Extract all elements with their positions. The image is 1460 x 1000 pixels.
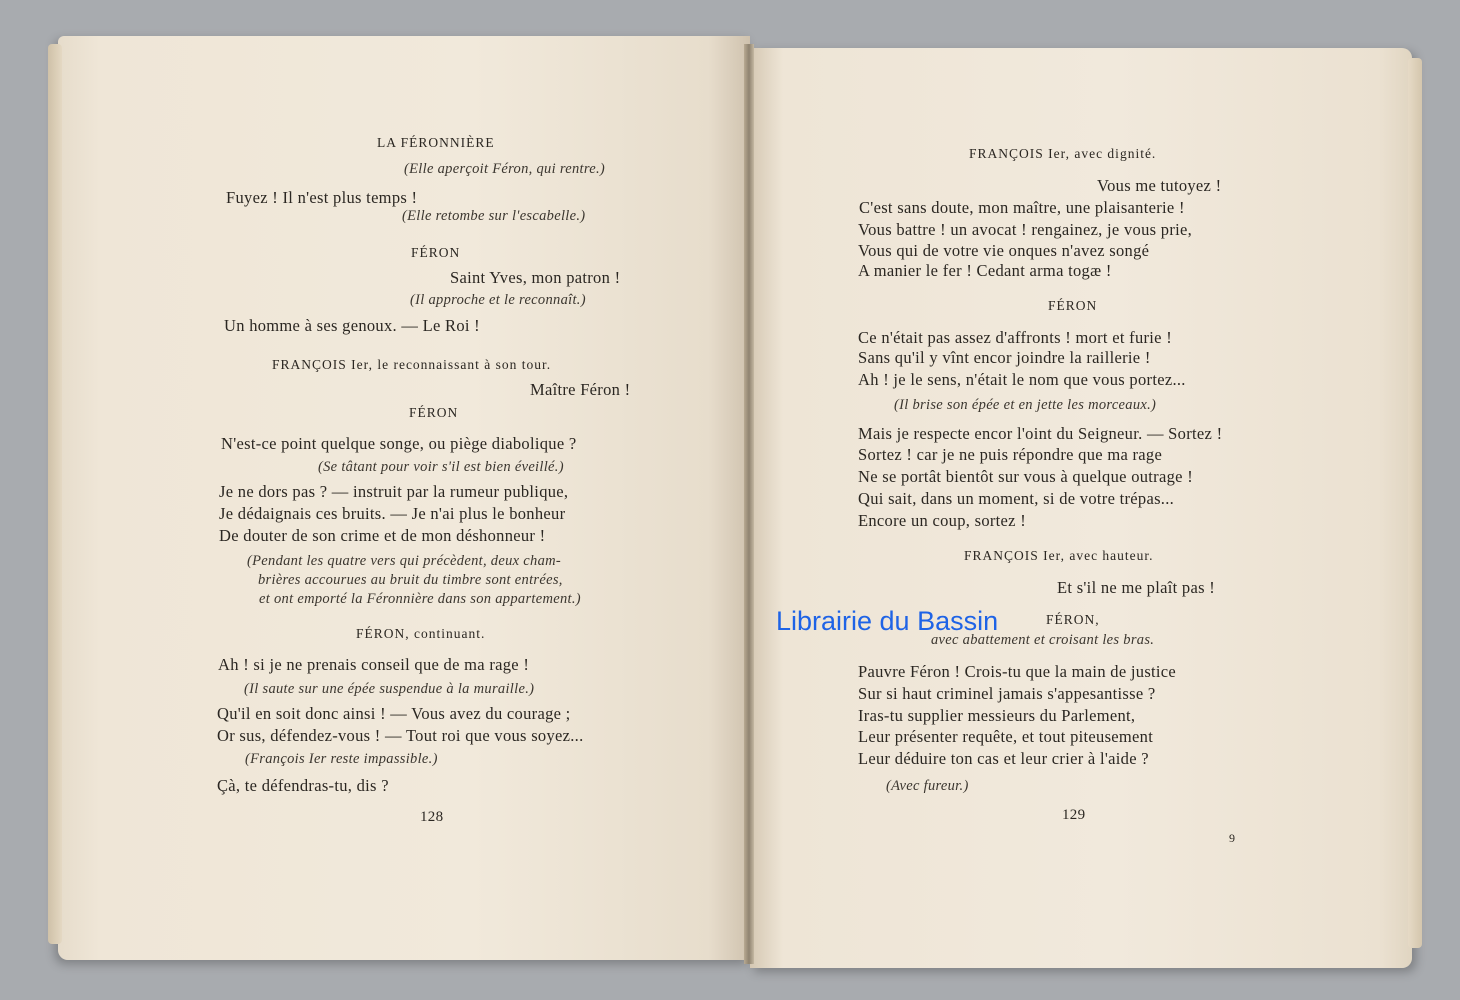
- page-number: 128: [420, 809, 444, 825]
- speaker-feron: FÉRON, continuant.: [356, 626, 486, 641]
- verse-line: Or sus, défendez-vous ! — Tout roi que vous soyez...: [217, 726, 584, 745]
- verse-line: Ah ! si je ne prenais conseil que de ma rage !: [218, 655, 530, 674]
- verse-line: Leur déduire ton cas et leur crier à l'aide ?: [858, 749, 1149, 768]
- speaker-francois: FRANÇOIS Ier, le reconnaissant à son tour.: [272, 357, 552, 372]
- verse-line: Encore un coup, sortez !: [858, 511, 1027, 530]
- stage-direction: (Se tâtant pour voir s'il est bien éveillé.): [318, 459, 564, 475]
- verse-line: Sur si haut criminel jamais s'appesantisse ?: [858, 684, 1156, 703]
- verse-line: Vous qui de votre vie onques n'avez songé: [858, 241, 1150, 260]
- verse-line: De douter de son crime et de mon déshonneur !: [219, 526, 546, 545]
- page-number: 129: [1062, 807, 1086, 823]
- verse-line: Pauvre Féron ! Crois-tu que la main de justice: [858, 662, 1177, 681]
- verse-line: Iras-tu supplier messieurs du Parlement,: [858, 706, 1136, 725]
- verse-line: Mais je respecte encor l'oint du Seigneur. — Sortez !: [858, 424, 1223, 443]
- verse-line: Ah ! je le sens, n'était le nom que vous portez...: [858, 370, 1186, 389]
- stage-direction: brières accourues au bruit du timbre sont entrées,: [258, 572, 563, 588]
- verse-line: Leur présenter requête, et tout piteusement: [858, 727, 1154, 746]
- speaker-feron: FÉRON: [409, 405, 459, 420]
- verse-line: Ne se portât bientôt sur vous à quelque outrage !: [858, 467, 1193, 486]
- verse-line: Qu'il en soit donc ainsi ! — Vous avez du courage ;: [217, 704, 571, 723]
- stage-direction: (Il approche et le reconnaît.): [410, 292, 586, 308]
- speaker-feron: FÉRON: [411, 245, 461, 260]
- speaker-la-feronniere: LA FÉRONNIÈRE: [377, 135, 495, 150]
- verse-line: N'est-ce point quelque songe, ou piège diabolique ?: [221, 434, 577, 453]
- verse-line: Sortez ! car je ne puis répondre que ma rage: [858, 445, 1163, 464]
- speaker-feron: FÉRON,: [1046, 612, 1100, 627]
- verse-line: Ce n'était pas assez d'affronts ! mort et furie !: [858, 328, 1173, 347]
- book-gutter: [744, 44, 754, 964]
- speaker-francois: FRANÇOIS Ier, avec dignité.: [969, 146, 1157, 161]
- stage-direction: avec abattement et croisant les bras.: [931, 632, 1155, 648]
- verse-line: Vous battre ! un avocat ! rengainez, je vous prie,: [858, 220, 1193, 239]
- verse-line: Çà, te défendras-tu, dis ?: [217, 776, 389, 795]
- speaker-feron: FÉRON: [1048, 298, 1098, 313]
- verse-line: Sans qu'il y vînt encor joindre la raillerie !: [858, 348, 1151, 367]
- stage-direction: (François Ier reste impassible.): [245, 751, 438, 767]
- watermark-text: Librairie du Bassin: [776, 606, 999, 636]
- stage-direction: (Pendant les quatre vers qui précèdent, deux cham-: [247, 553, 562, 569]
- speaker-francois: FRANÇOIS Ier, avec hauteur.: [964, 548, 1154, 563]
- verse-line: Saint Yves, mon patron !: [450, 268, 621, 287]
- verse-line: Je dédaignais ces bruits. — Je n'ai plus le bonheur: [219, 504, 566, 523]
- verse-line: Vous me tutoyez !: [1097, 176, 1222, 195]
- stage-direction: et ont emporté la Féronnière dans son appartement.): [259, 591, 581, 607]
- stage-direction: (Elle retombe sur l'escabelle.): [402, 208, 586, 224]
- verse-line: C'est sans doute, mon maître, une plaisanterie !: [859, 198, 1185, 217]
- verse-line: Et s'il ne me plaît pas !: [1057, 578, 1216, 597]
- verse-line: A manier le fer ! Cedant arma togæ !: [858, 261, 1112, 280]
- verse-line: Je ne dors pas ? — instruit par la rumeur publique,: [219, 482, 569, 501]
- verse-line: Qui sait, dans un moment, si de votre trépas...: [858, 489, 1175, 508]
- signature-mark: 9: [1229, 831, 1236, 845]
- stage-direction: (Il brise son épée et en jette les morceaux.): [894, 397, 1157, 413]
- verse-line: Un homme à ses genoux. — Le Roi !: [224, 316, 480, 335]
- stage-direction: (Elle aperçoit Féron, qui rentre.): [404, 161, 606, 177]
- verse-line: Maître Féron !: [530, 380, 631, 399]
- stage-direction: (Avec fureur.): [886, 778, 969, 794]
- verse-line: Fuyez ! Il n'est plus temps !: [226, 188, 418, 207]
- stage-direction: (Il saute sur une épée suspendue à la muraille.): [244, 681, 535, 697]
